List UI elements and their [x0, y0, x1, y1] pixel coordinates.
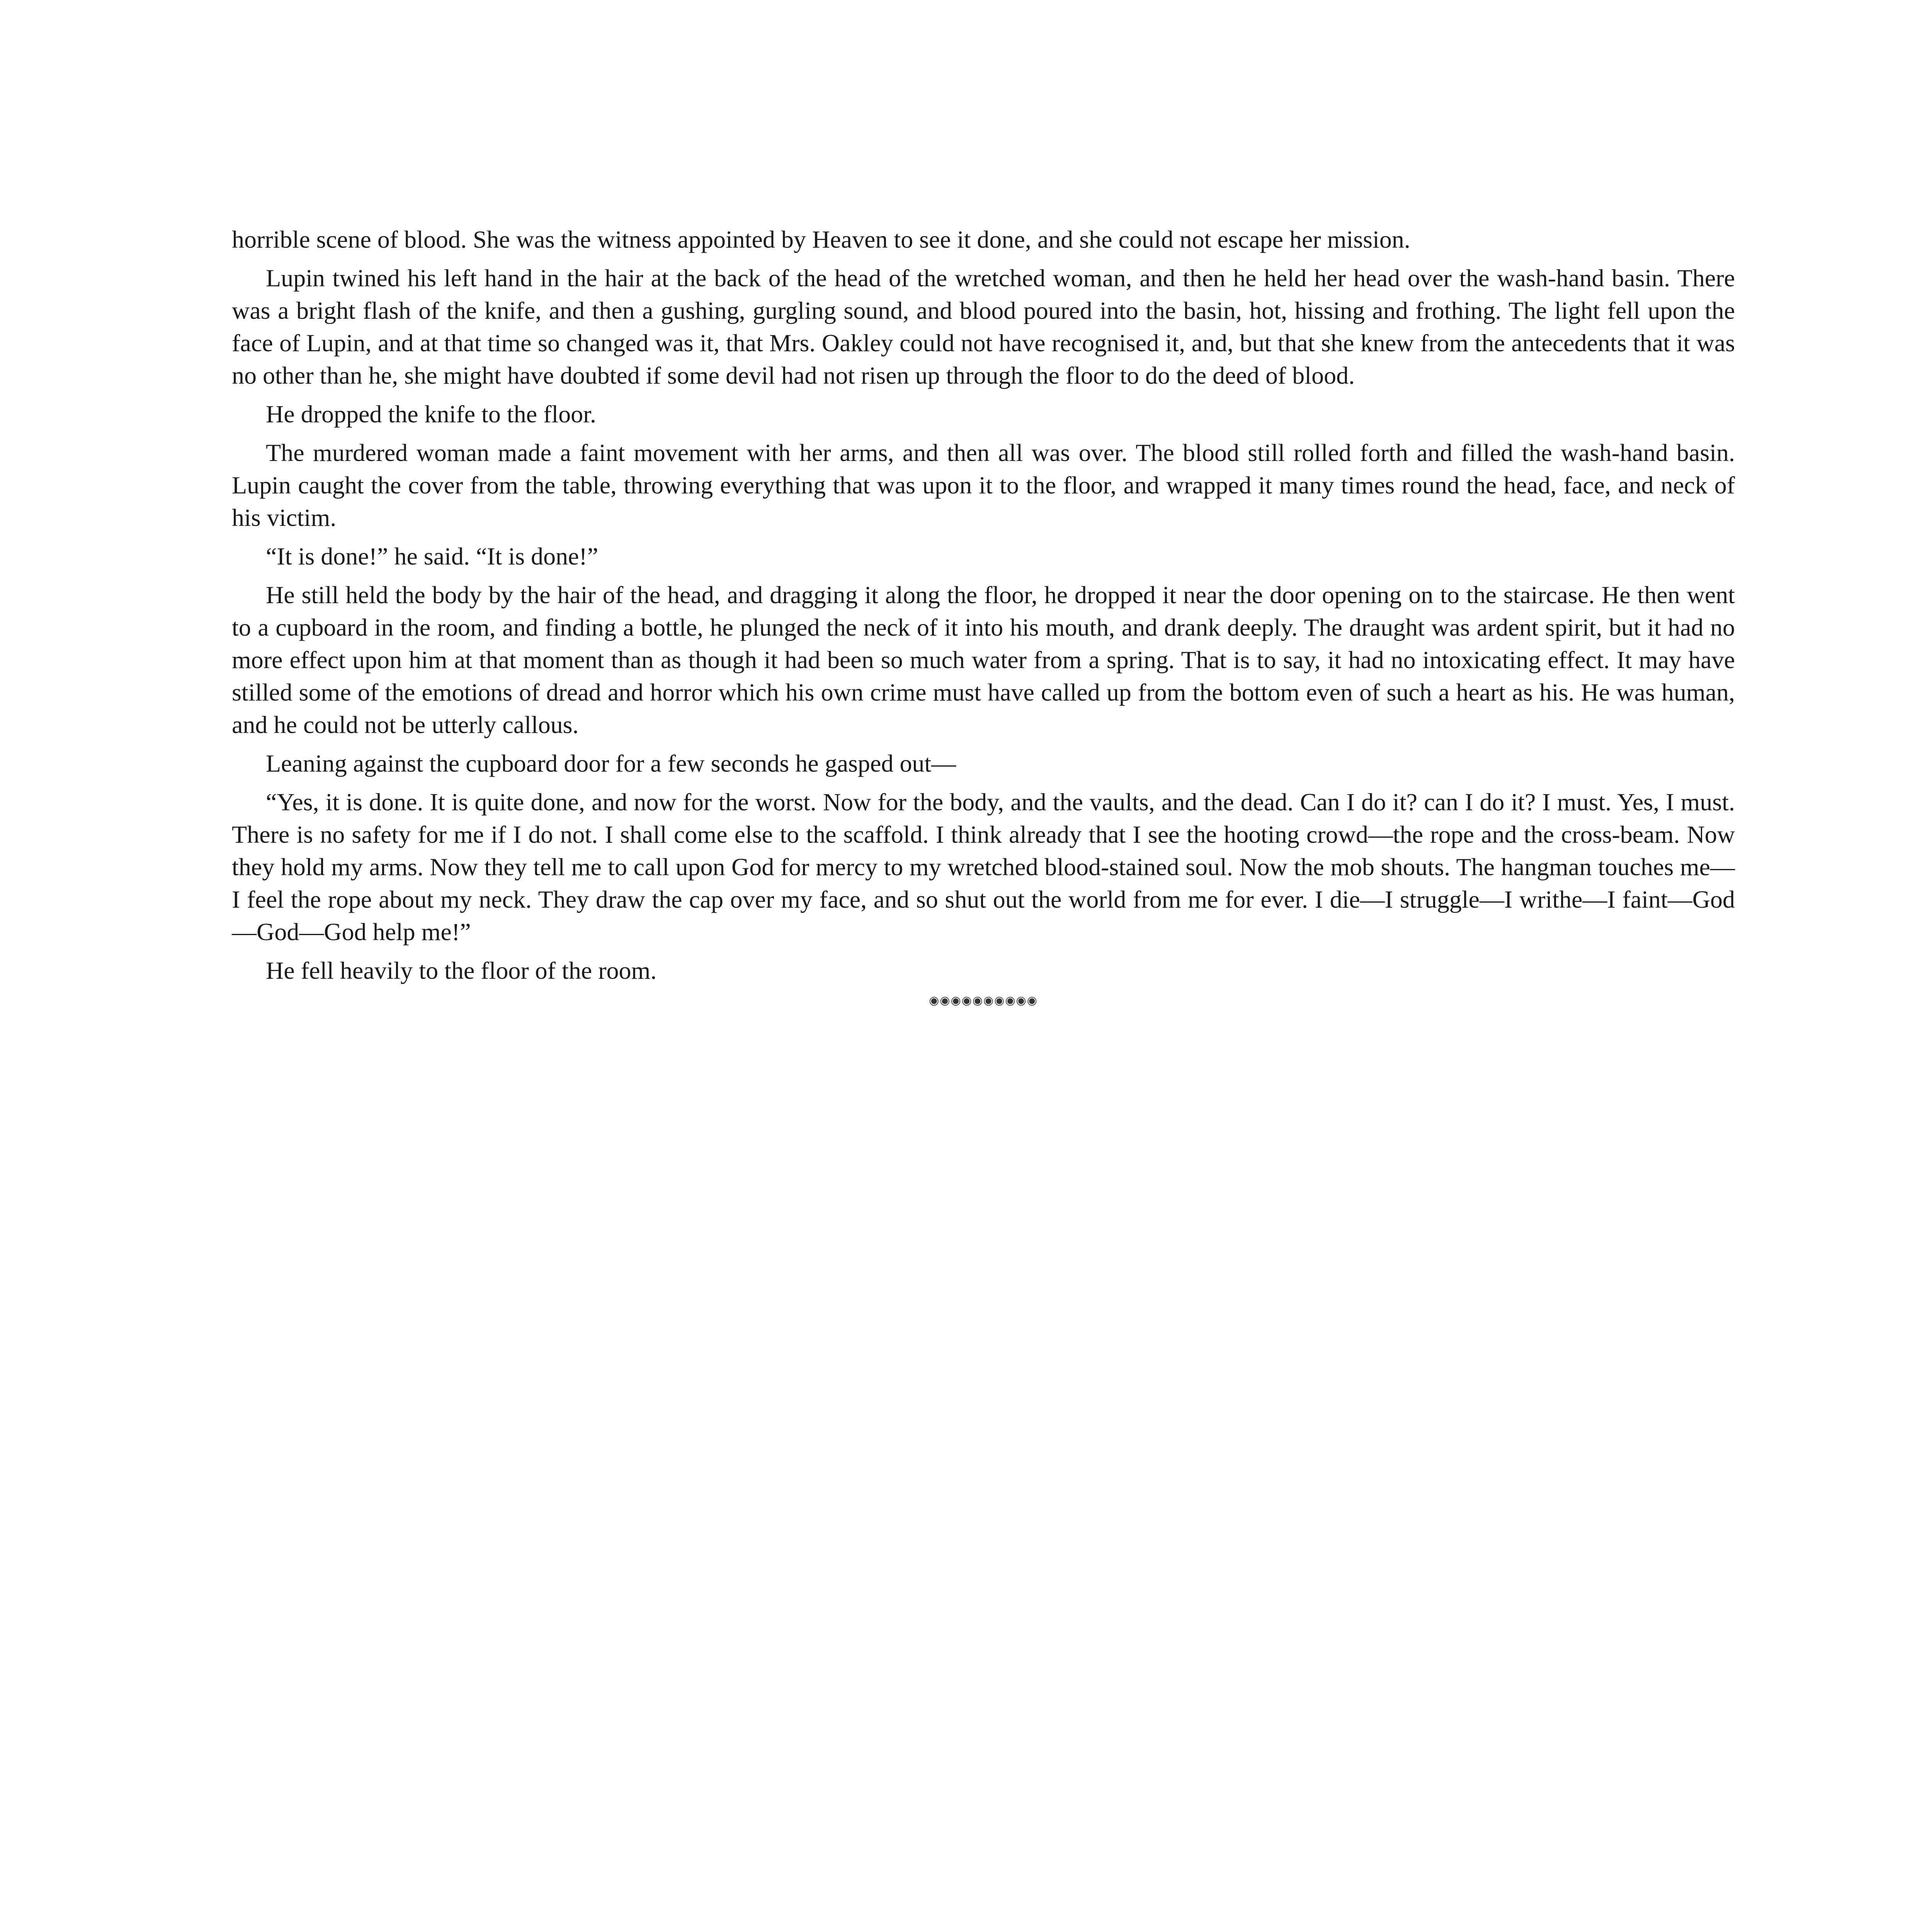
paragraph: He fell heavily to the floor of the room.: [266, 957, 657, 984]
paragraph: He still held the body by the hair of the head, and dragging it along the floor, he dropped it near the door opening on to the staircase. He then went to a cupboard in the room, and finding a bottle, he plunged the neck of it into his mouth, and drank deeply. The draught was ardent spirit, but it had no more effect upon him at that moment than as though it had been so much water from a spring. That is to say, it had no intoxicating effect. It may have stilled some of the emotions of dread and horror which his own crime must have called up from the bottom even of such a heart as his. He was human, and he could not be utterly callous.: [232, 581, 1735, 738]
paragraph: Lupin twined his left hand in the hair at the back of the head of the wretched woman, and then he held her head over the wash-hand basin. There was a bright flash of the knife, and then a gushing, gurgling sound, and blood poured into the basin, hot, hissing and frothing. The light fell upon the face of Lupin, and at that time so changed was it, that Mrs. Oakley could not have recognised it, and, but that she knew from the antecedents that it was no other than he, she might have doubted if some devil had not risen up through the floor to do the deed of blood.: [232, 264, 1735, 389]
page-body: [232, 223, 1735, 1009]
paragraph-continuation: horrible scene of blood. She was the witness appointed by Heaven to see it done, and she could not escape her mission.: [232, 226, 1410, 253]
paragraph: “Yes, it is done. It is quite done, and now for the worst. Now for the body, and the vaults, and the dead. Can I do it? can I do it? I must. Yes, I must. There is no safety for me if I do not. I shall come else to the scaffold. I think already that I see the hooting crowd—the rope and the cross-beam. Now they hold my arms. Now they tell me to call upon God for mercy to my wretched blood-stained soul. Now the mob shouts. The hangman touches me—I feel the rope about my neck. They draw the cap over my face, and so shut out the world from me for ever. I die—I struggle—I writhe—I faint—God—God—God help me!”: [232, 788, 1735, 946]
section-break-ornament: ◉◉◉◉◉◉◉◉◉◉: [929, 994, 1038, 1007]
paragraph: “It is done!” he said. “It is done!”: [266, 543, 599, 570]
paragraph: The murdered woman made a faint movement with her arms, and then all was over. The blood still rolled forth and filled the wash-hand basin. Lupin caught the cover from the table, throwing everything that was upon it to the floor, and wrapped it many times round the head, face, and neck of his victim.: [232, 439, 1735, 531]
paragraph: He dropped the knife to the floor.: [266, 400, 596, 428]
paragraph: Leaning against the cupboard door for a few seconds he gasped out—: [266, 750, 956, 777]
